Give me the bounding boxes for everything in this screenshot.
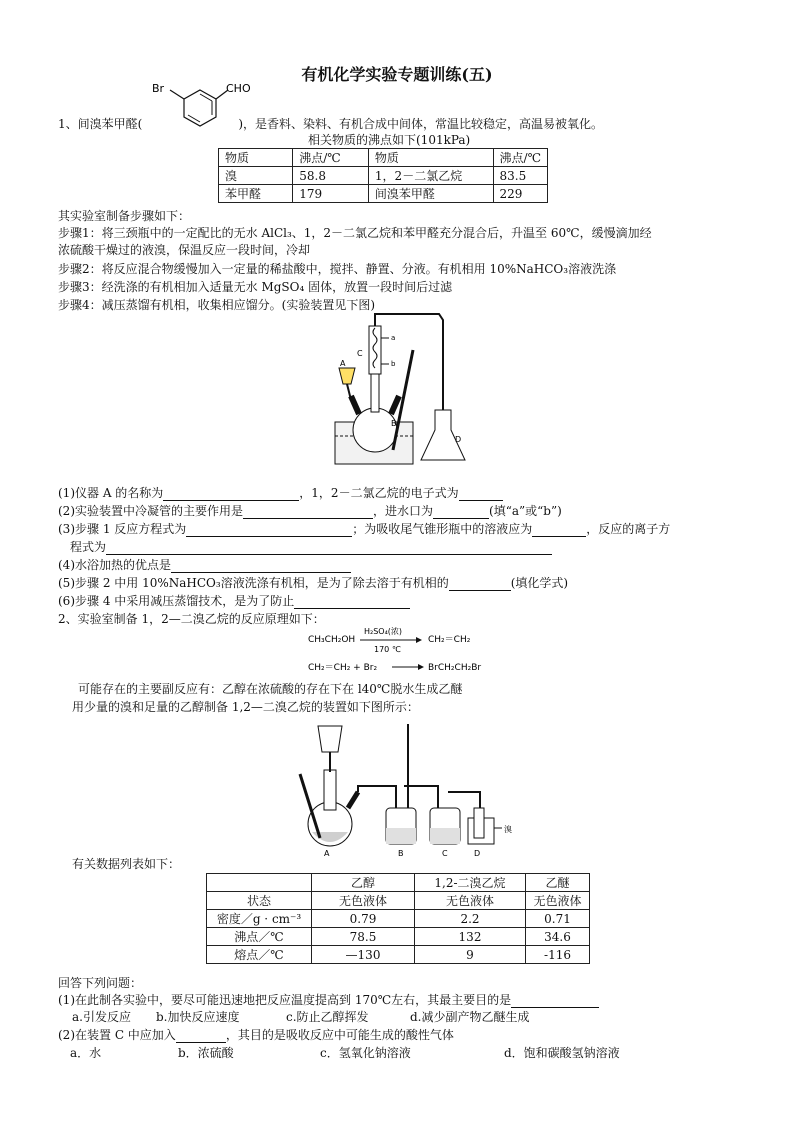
three-neck-flask (353, 408, 397, 452)
q2-intro: 2、实验室制备 1，2—二溴乙烷的反应原理如下： (58, 612, 325, 626)
q2-sub1-text: (1)在此制各实验中，要尽可能迅速地把反应温度提高到 170℃左右，其最主要目的是 (58, 993, 512, 1007)
table-cell: 34.6 (526, 928, 590, 946)
q1-sub3-text-b: ；为吸收尾气锥形瓶中的溶液应为 (352, 522, 533, 536)
option-c[interactable]: c.防止乙醇挥发 (286, 1010, 369, 1024)
q1-sub3-text-a: (3)步骤 1 反应方程式为 (58, 522, 187, 536)
table-cell: 1,2-二溴乙烷 (415, 874, 526, 892)
table-cell: 乙醇 (312, 874, 415, 892)
table-cell: 沸点/℃ (293, 149, 369, 167)
port-a-label: a (391, 334, 396, 342)
q1-intro (58, 116, 603, 132)
q2-side-reaction: 可能存在的主要副反应有：乙醇在浓硫酸的存在下在 l40℃脱水生成乙醚 (78, 682, 463, 696)
table-cell: 无色液体 (415, 892, 526, 910)
table-cell: 78.5 (312, 928, 415, 946)
distillation-apparatus-figure (325, 310, 475, 472)
label-d: D (455, 435, 462, 444)
q2-setup: 用少量的溴和足量的乙醇制备 1,2—二溴乙烷的装置如下图所示： (72, 700, 419, 714)
answer-blank[interactable] (176, 1029, 226, 1043)
dropping-funnel (318, 726, 342, 752)
table-cell: 132 (415, 928, 526, 946)
q1-intro-start: 1、间溴苯甲醛( (58, 117, 143, 131)
label-d: D (474, 849, 481, 858)
table-row (219, 185, 548, 203)
table-row (219, 167, 548, 185)
table-cell: 58.8 (293, 167, 369, 185)
table-cell: 物质 (368, 149, 493, 167)
answer-blank[interactable] (106, 541, 552, 555)
q2-sub1 (58, 992, 599, 1008)
answer-blank[interactable] (171, 559, 351, 573)
data-heading: 有关数据列表如下： (72, 857, 181, 871)
q2-sub1-options (72, 1009, 530, 1025)
table-cell: 状态 (207, 892, 312, 910)
answer-blank[interactable] (449, 577, 511, 591)
table-row (207, 928, 590, 946)
table-cell: 179 (293, 185, 369, 203)
q1-sub4 (58, 557, 351, 573)
answer-blank[interactable] (459, 487, 503, 501)
table-cell: 苯甲醛 (219, 185, 293, 203)
reaction-equations (300, 626, 520, 678)
table-cell: 沸点/℃ (493, 149, 547, 167)
mol-cho-label: CHO (226, 82, 251, 95)
q1-sub1-text-b: ，1，2－二氯乙烷的电子式为 (299, 486, 459, 500)
step3: 步骤3：经洗涤的有机相加入适量无水 MgSO₄ 固体，放置一段时间后过滤 (58, 280, 453, 294)
dropping-funnel (339, 368, 355, 384)
table-row (207, 892, 590, 910)
q1-sub2-text-c: (填“a”或“b”) (489, 504, 562, 518)
port-b-label: b (391, 360, 396, 368)
option-c[interactable]: c．氢氧化钠溶液 (320, 1046, 411, 1060)
condenser (369, 326, 381, 374)
answer-blank[interactable] (433, 505, 489, 519)
q1-sub2-text-b: ，进水口为 (373, 504, 434, 518)
table-cell: 熔点／℃ (207, 946, 312, 964)
page-title: 有机化学实验专题训练(五) (301, 65, 493, 84)
step4: 步骤4：减压蒸馏有机相，收集相应馏分。(实验装置见下图) (58, 298, 376, 312)
q2-sub2 (58, 1027, 454, 1043)
table-cell: 0.79 (312, 910, 415, 928)
step1-line1: 步骤1：将三颈瓶中的一定配比的无水 AlCl₃、1，2－二氯乙烷和苯甲醛充分混合后，升温至 60℃，缓慢滴加经 (58, 226, 652, 240)
table-row (207, 874, 590, 892)
answer-heading: 回答下列问题： (58, 976, 143, 990)
r2-left: CH₂＝CH₂ + Br₂ (308, 663, 378, 673)
table-row (207, 910, 590, 928)
table-cell: 溴 (219, 167, 293, 185)
label-c: C (357, 349, 363, 358)
r1-right: CH₂＝CH₂ (428, 635, 471, 645)
q2-sub2-options (70, 1045, 620, 1061)
answer-blank[interactable] (186, 523, 352, 537)
properties-table (206, 873, 590, 964)
q1-sub6 (58, 593, 410, 609)
option-b[interactable]: b．浓硫酸 (178, 1046, 234, 1060)
answer-blank[interactable] (163, 487, 299, 501)
step2: 步骤2：将反应混合物缓慢加入一定量的稀盐酸中，搅拌、静置、分液。有机相用 10%NaHCO₃溶液洗涤 (58, 262, 617, 276)
q1-sub3 (58, 521, 670, 537)
table-cell: 0.71 (526, 910, 590, 928)
q2-sub2-text-b: ，其目的是吸收反应中可能生成的酸性气体 (225, 1028, 454, 1042)
steps-heading: 其实验室制备步骤如下： (58, 209, 191, 223)
q1-sub2 (58, 503, 562, 519)
label-a: A (340, 359, 346, 368)
q1-sub5-text-a: (5)步骤 2 中用 10%NaHCO₃溶液洗涤有机相，是为了除去溶于有机相的 (58, 576, 449, 590)
table-cell: 无色液体 (526, 892, 590, 910)
table-cell: 沸点／℃ (207, 928, 312, 946)
r2-right: BrCH₂CH₂Br (428, 663, 482, 673)
table-cell: 间溴苯甲醛 (368, 185, 493, 203)
table-cell: 密度／g · cm⁻³ (207, 910, 312, 928)
r1-bottom: 170 ℃ (374, 645, 401, 654)
table-cell: 1，2－二氯乙烷 (368, 167, 493, 185)
q1-sub3-cont (70, 539, 552, 555)
q1-sub3-text-d: 程式为 (70, 540, 107, 554)
option-d[interactable]: d.减少副产物乙醚生成 (410, 1010, 530, 1024)
table-cell: 无色液体 (312, 892, 415, 910)
label-c: C (442, 849, 448, 858)
q1-sub3-text-c: ，反应的离子方 (586, 522, 671, 536)
q1-sub1-text-a: (1)仪器 A 的名称为 (58, 486, 164, 500)
label-bromine: 溴 (504, 825, 512, 834)
table-cell: 9 (415, 946, 526, 964)
option-a[interactable]: a.引发反应 (72, 1010, 131, 1024)
q1-sub4-text: (4)水浴加热的优点是 (58, 558, 171, 572)
mol-br-label: Br (152, 82, 165, 95)
q1-sub5-text-b: (填化学式) (510, 576, 569, 590)
table-cell: 乙醚 (526, 874, 590, 892)
q1-sub2-text-a: (2)实验装置中冷凝管的主要作用是 (58, 504, 243, 518)
dibromoethane-apparatus-figure (288, 712, 538, 862)
q1-sub6-text: (6)步骤 4 中采用减压蒸馏技术，是为了防止 (58, 594, 295, 608)
table-row (207, 946, 590, 964)
table-cell: 物质 (219, 149, 293, 167)
q1-sub1 (58, 485, 503, 501)
table-cell: 83.5 (493, 167, 547, 185)
label-b: B (391, 419, 397, 428)
table-cell: -116 (526, 946, 590, 964)
boiling-table-caption: 相关物质的沸点如下(101kPa) (308, 133, 471, 147)
option-a[interactable]: a．水 (70, 1046, 102, 1060)
table-cell (207, 874, 312, 892)
r1-left: CH₃CH₂OH (308, 635, 356, 645)
label-a: A (324, 849, 330, 858)
table-row (219, 149, 548, 167)
table-cell: 229 (493, 185, 547, 203)
option-b[interactable]: b.加快反应速度 (156, 1010, 240, 1024)
label-b: B (398, 849, 404, 858)
table-cell: 2.2 (415, 910, 526, 928)
r1-top: H₂SO₄(浓) (364, 627, 403, 636)
q2-sub2-text-a: (2)在装置 C 中应加入 (58, 1028, 176, 1042)
table-cell: —130 (312, 946, 415, 964)
option-d[interactable]: d．饱和碳酸氢钠溶液 (504, 1046, 620, 1060)
q1-intro-end: )，是香料、染料、有机合成中间体，常温比较稳定，高温易被氧化。 (238, 117, 604, 131)
answer-blank[interactable] (243, 505, 373, 519)
answer-blank[interactable] (294, 595, 410, 609)
step1-line2: 浓硫酸干燥过的液溴，保温反应一段时间，冷却 (58, 243, 311, 257)
q1-sub5 (58, 575, 568, 591)
answer-blank[interactable] (511, 994, 599, 1008)
boiling-point-table (218, 148, 548, 203)
answer-blank[interactable] (532, 523, 586, 537)
